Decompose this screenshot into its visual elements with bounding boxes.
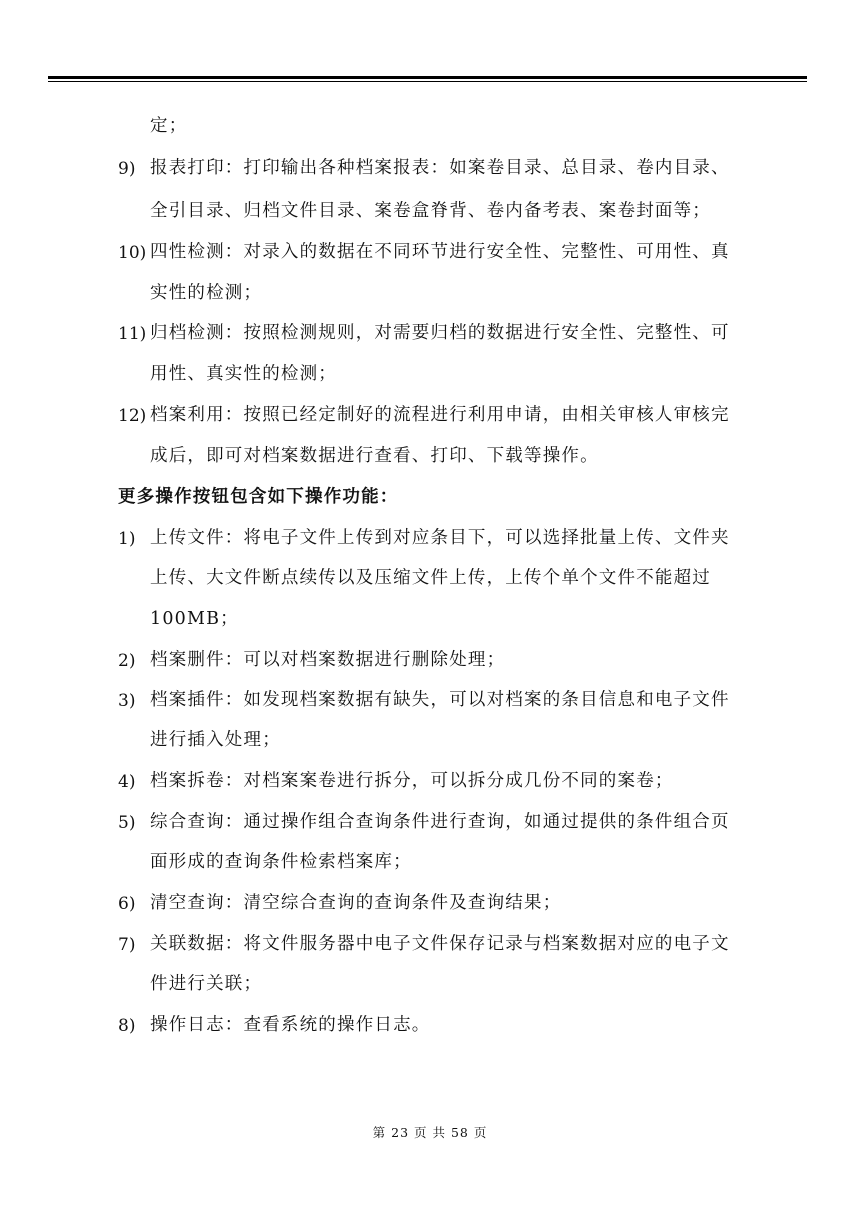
list-item-line: 清空查询：清空综合查询的查询条件及查询结果；	[150, 893, 562, 913]
list-item-line: 面形成的查询条件检索档案库；	[150, 852, 412, 872]
list-item-line: 四性检测：对录入的数据在不同环节进行安全性、完整性、可用性、真	[150, 242, 730, 262]
list-item-number: 9)	[118, 159, 136, 179]
list-item-line: 100MB；	[150, 609, 239, 629]
list-item-line: 实性的检测；	[150, 283, 263, 303]
list-item-line: 综合查询：通过操作组合查询条件进行查询，如通过提供的条件组合页	[150, 812, 730, 832]
list-item-number: 5)	[118, 813, 136, 833]
list-item-line: 成后，即可对档案数据进行查看、打印、下载等操作。	[150, 446, 599, 466]
list-item-number: 11)	[118, 324, 147, 344]
list-item-number: 3)	[118, 691, 136, 711]
list-item-line: 上传、大文件断点续传以及压缩文件上传，上传个单个文件不能超过	[150, 568, 711, 588]
list-item-line: 件进行关联；	[150, 974, 263, 994]
list-item-line: 用性、真实性的检测；	[150, 364, 337, 384]
list-item-line: 档案删件：可以对档案数据进行删除处理；	[150, 650, 506, 670]
list-item-line: 档案拆卷：对档案案卷进行拆分，可以拆分成几份不同的案卷；	[150, 771, 674, 791]
list-item-number: 2)	[118, 651, 136, 671]
list-item-line: 进行插入处理；	[150, 730, 281, 750]
list-item-line: 档案插件：如发现档案数据有缺失，可以对档案的条目信息和电子文件	[150, 690, 730, 710]
list-item-number: 1)	[118, 529, 136, 549]
list-item-number: 7)	[118, 935, 136, 955]
list-item-number: 4)	[118, 772, 136, 792]
list-item-line: 操作日志：查看系统的操作日志。	[150, 1015, 431, 1035]
list-item-line: 报表打印：打印输出各种档案报表：如案卷目录、总目录、卷内目录、	[150, 158, 730, 178]
list-item-number: 8)	[118, 1016, 136, 1036]
list-item-line: 归档检测：按照检测规则，对需要归档的数据进行安全性、完整性、可	[150, 323, 730, 343]
section-heading: 更多操作按钮包含如下操作功能：	[118, 487, 399, 507]
list-item-line: 档案利用：按照已经定制好的流程进行利用申请，由相关审核人审核完	[150, 405, 730, 425]
page-number-footer: 第 23 页 共 58 页	[372, 1125, 488, 1140]
list-item-line: 全引目录、归档文件目录、案卷盒脊背、卷内备考表、案卷封面等；	[150, 201, 711, 221]
list-item-number: 10)	[118, 243, 147, 263]
list-item-number: 12)	[118, 406, 147, 426]
list-item-number: 6)	[118, 894, 136, 914]
list-item-line: 上传文件：将电子文件上传到对应条目下，可以选择批量上传、文件夹	[150, 528, 730, 548]
list-item-line: 关联数据：将文件服务器中电子文件保存记录与档案数据对应的电子文	[150, 934, 730, 954]
continuation-line: 定；	[150, 116, 188, 136]
